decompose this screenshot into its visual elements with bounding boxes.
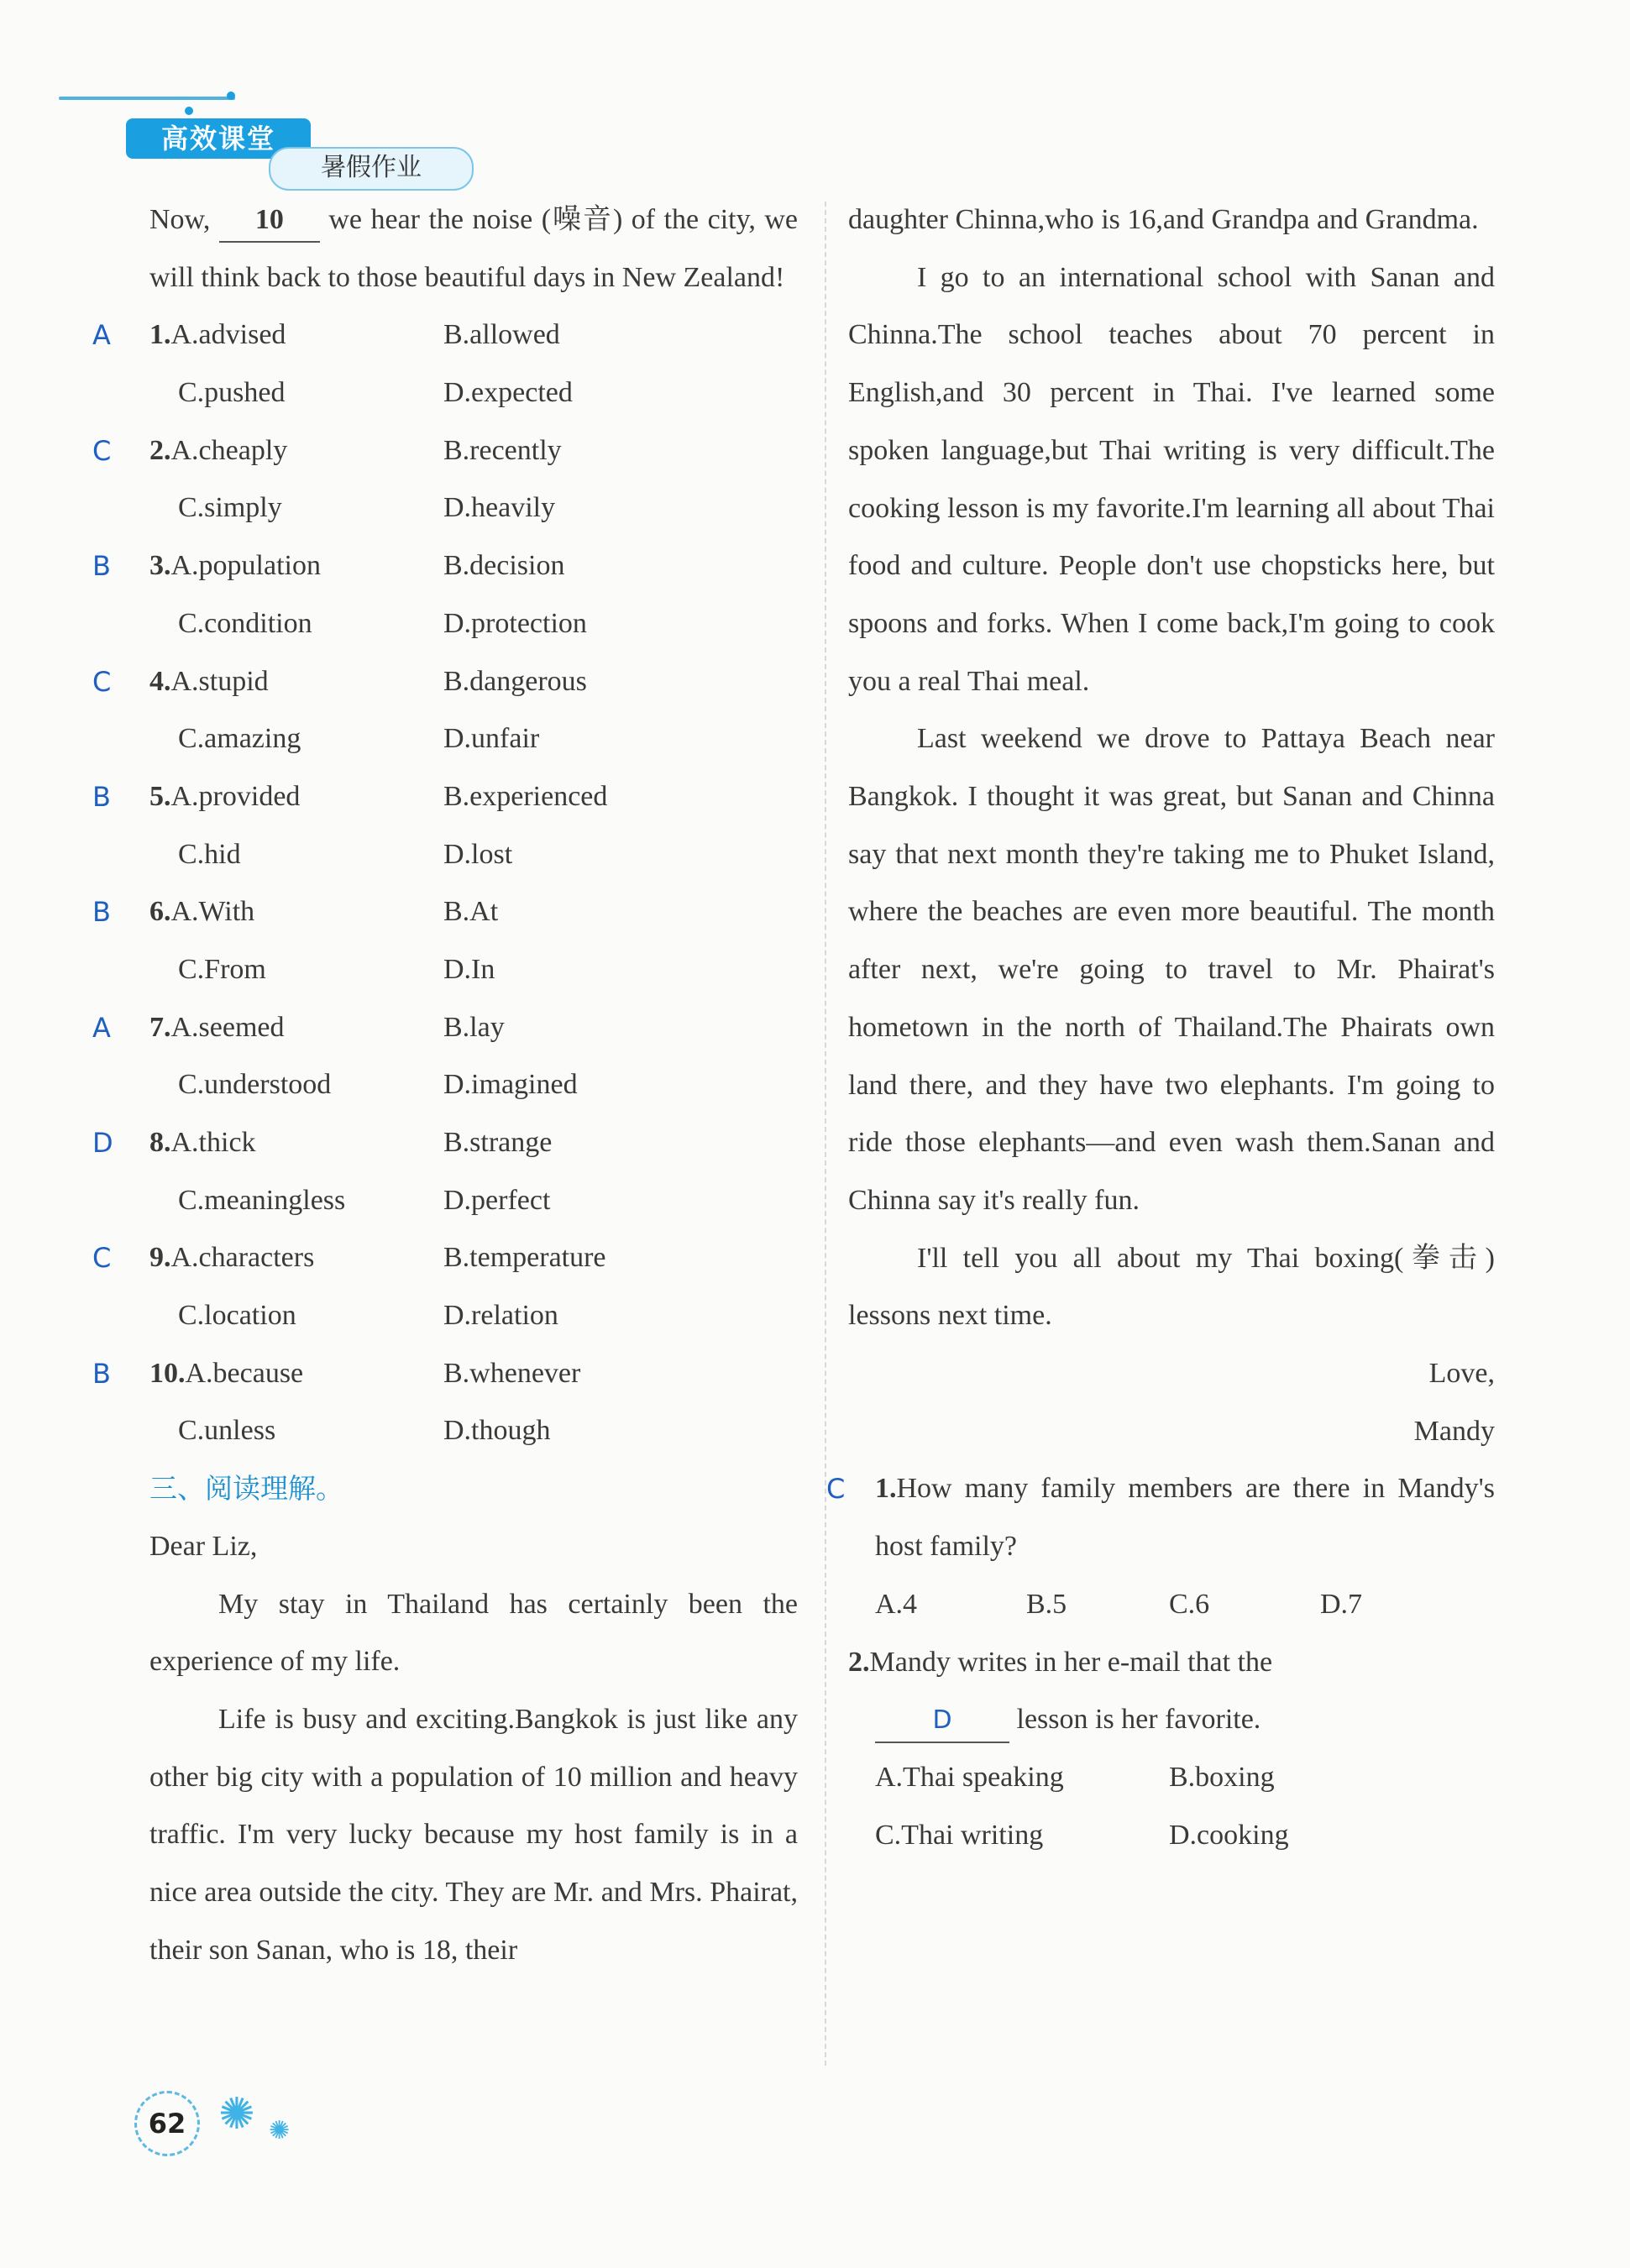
option-b: B.experienced (443, 780, 608, 812)
option-c: C.unless (178, 1415, 276, 1447)
option-d: D.imagined (443, 1069, 578, 1101)
option-d: D.heavily (443, 492, 556, 524)
option-row (92, 653, 798, 711)
header-dot (227, 92, 235, 100)
letter-greeting: Dear Liz, (149, 1530, 258, 1562)
header-line (59, 97, 235, 100)
left-column (92, 191, 798, 1979)
blank-10: 10 (219, 199, 320, 243)
option-c: C.condition (178, 607, 312, 639)
option-b: B.recently (443, 434, 562, 466)
option-row (149, 941, 798, 999)
answer-mark: D (92, 1127, 113, 1160)
option-row (92, 1229, 798, 1287)
option-c: C.From (178, 953, 266, 985)
option-row (149, 364, 798, 422)
option: B.boxing (1169, 1761, 1275, 1793)
flower-icon: ✺ (269, 2116, 291, 2145)
option-b: B.At (443, 896, 499, 928)
option: A.4 (875, 1588, 918, 1620)
answer-mark: A (92, 319, 111, 352)
option-c: C.amazing (178, 723, 301, 755)
paragraph: I'll tell you all about my Thai boxing(拳击) lessons next time. (848, 1242, 1495, 1332)
option-c: C.hid (178, 838, 241, 870)
answer-mark: A (92, 1011, 111, 1044)
option: D.7 (1320, 1588, 1363, 1620)
paragraph: Life is busy and exciting.Bangkok is just like any other big city with a population of 10 million and heavy traffic. I'm very lucky because my host family is in a nice area outside the city. They are Mr. and Mrs. Phairat, their son Sanan, who is 18, their (149, 1703, 798, 1966)
option: A.Thai speaking (875, 1761, 1064, 1793)
header-subtitle: 暑假作业 (269, 147, 474, 191)
option-d: D.lost (443, 838, 513, 870)
option-row (92, 306, 798, 364)
question-text: How many family members are there in Mandy's host family? (875, 1473, 1495, 1563)
option-row (92, 537, 798, 595)
option-d: D.relation (443, 1300, 558, 1332)
header-dot (185, 107, 193, 115)
paragraph: My stay in Thailand has certainly been the experience of my life. (149, 1588, 798, 1678)
option-row (149, 1287, 798, 1345)
question-2: 2.Mandy writes in her e-mail that the D lesson is her favorite. (848, 1634, 1495, 1749)
option: B.5 (1026, 1588, 1067, 1620)
option-row (92, 768, 798, 826)
option-b: B.lay (443, 1011, 505, 1043)
option-row (92, 422, 798, 480)
option-row (149, 710, 798, 768)
option-row (149, 826, 798, 884)
option-a: 1.A.advised (149, 319, 286, 351)
option-b: B.strange (443, 1127, 553, 1159)
option-c: C.pushed (178, 377, 286, 409)
option-row (92, 1114, 798, 1172)
answer-mark: C (92, 1242, 112, 1275)
option-row (149, 1056, 798, 1114)
answer-mark: C (92, 665, 112, 698)
option-d: D.unfair (443, 723, 540, 755)
option-b: B.allowed (443, 319, 560, 351)
option: D.cooking (1169, 1819, 1289, 1851)
header-badge: 高效课堂 (126, 118, 311, 159)
letter-signature: Mandy (1413, 1415, 1495, 1447)
option-b: B.decision (443, 550, 565, 582)
answer-mark: B (92, 1357, 111, 1390)
option-d: D.protection (443, 607, 587, 639)
answer-mark: C (92, 434, 112, 467)
option-d: D.though (443, 1415, 551, 1447)
option-a: 3.A.population (149, 550, 321, 582)
answer-mark: B (92, 550, 111, 583)
option-row (149, 479, 798, 537)
option-c: C.simply (178, 492, 282, 524)
option-a: 4.A.stupid (149, 665, 269, 697)
question-2-options (848, 1749, 1495, 1807)
cloze-intro: Now, 10 we hear the noise (噪音) of the city, we will think back to those beautiful days in New Zealand! (149, 191, 798, 306)
flower-icon: ✺ (218, 2089, 255, 2140)
question-2-options (848, 1807, 1495, 1865)
question-text: Mandy writes in her e-mail that the (869, 1646, 1273, 1678)
option-row (149, 1172, 798, 1230)
option-c: C.location (178, 1300, 296, 1332)
option-row (149, 595, 798, 653)
answer-mark: B (92, 896, 111, 929)
option-c: C.meaningless (178, 1184, 346, 1216)
option-d: D.perfect (443, 1184, 551, 1216)
option-a: 8.A.thick (149, 1127, 256, 1159)
option-row (92, 1345, 798, 1403)
option-a: 2.A.cheaply (149, 434, 288, 466)
option: C.6 (1169, 1588, 1210, 1620)
option: C.Thai writing (875, 1819, 1044, 1851)
column-divider (825, 202, 826, 2066)
option-row (149, 1402, 798, 1460)
option-d: D.expected (443, 377, 573, 409)
option-row (92, 999, 798, 1057)
option-a: 5.A.provided (149, 780, 301, 812)
option-b: B.whenever (443, 1357, 581, 1389)
page-header (59, 80, 453, 189)
right-column (826, 191, 1495, 1864)
option-row (92, 883, 798, 941)
option-a: 7.A.seemed (149, 1011, 285, 1043)
paragraph: Last weekend we drove to Pattaya Beach near Bangkok. I thought it was great, but Sanan and Chinna say that next month they're taking me to Phuket Island, where the beaches are even more beautiful. The month after next, we're going to travel to Mr. Phairat's hometown in the north of Thailand.The Phairats own land there, and they have two elephants. I'm going to ride those elephants—and even wash them.Sanan and Chinna say it's really fun. (848, 723, 1495, 1216)
answer-mark: B (92, 780, 111, 813)
option-a: 6.A.With (149, 896, 255, 928)
option-a: 10.A.because (149, 1357, 304, 1389)
answer-blank: D (875, 1700, 1009, 1743)
options-list (92, 306, 798, 1460)
question-1: C 1.How many family members are there in Mandy's host family? (848, 1460, 1495, 1575)
letter-closing: Love, (1428, 1358, 1495, 1390)
paragraph: I go to an international school with Sanan and Chinna.The school teaches about 70 percent in English,and 30 percent in Thai. I've learned some spoken language,but Thai writing is very difficult.The cooking lesson is my favorite.I'm learning all about Thai food and culture. People don't use chopsticks here, but spoons and forks. When I come back,I'm going to cook you a real Thai meal. (848, 261, 1495, 697)
section-title: 三、阅读理解。 (149, 1472, 343, 1506)
option-d: D.In (443, 953, 495, 985)
option-c: C.understood (178, 1069, 332, 1101)
paragraph: daughter Chinna,who is 16,and Grandpa and Grandma. (848, 204, 1479, 235)
option-b: B.dangerous (443, 665, 587, 697)
answer-mark: C (826, 1473, 846, 1506)
page-number: 62 (134, 2091, 200, 2156)
option-a: 9.A.characters (149, 1242, 315, 1274)
question-1-options (848, 1576, 1495, 1634)
option-b: B.temperature (443, 1242, 606, 1274)
